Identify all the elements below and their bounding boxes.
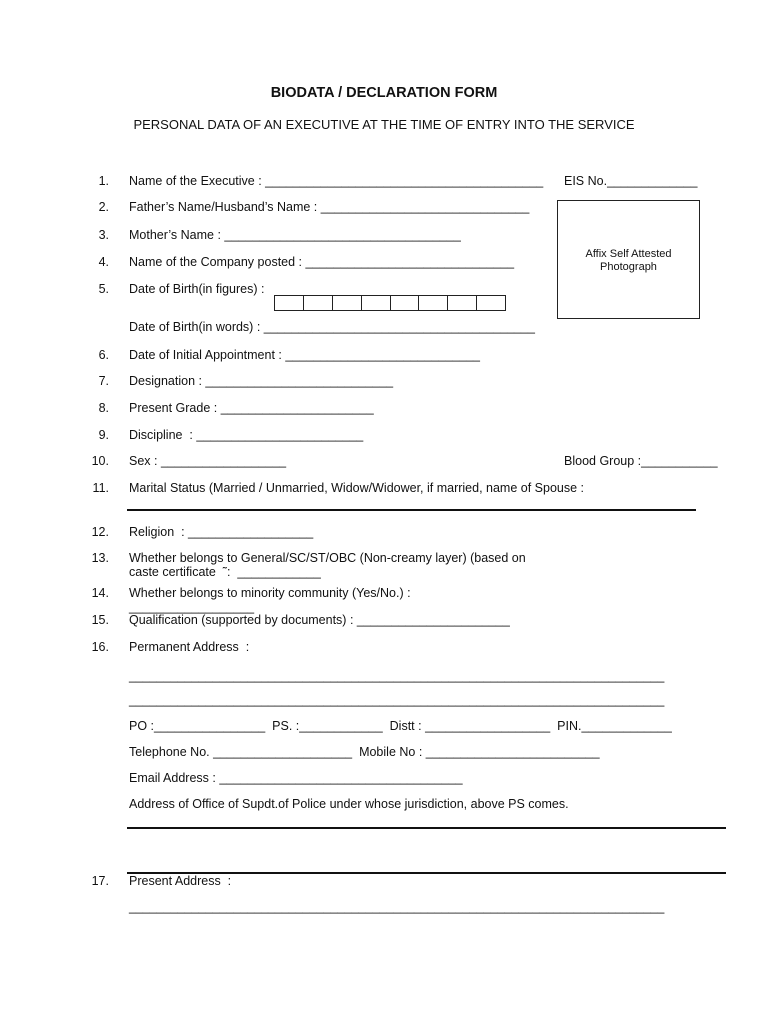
minority-field[interactable]: __________________	[129, 600, 255, 614]
company-field[interactable]: Name of the Company posted : ______________________________	[129, 255, 515, 269]
item-number: 17.	[91, 874, 109, 888]
dob-digit-box[interactable]	[333, 296, 362, 310]
dob-digit-box[interactable]	[275, 296, 304, 310]
item-number: 1.	[98, 174, 109, 188]
supdt-police-label: Address of Office of Supdt.of Police under whose jurisdiction, above PS comes.	[129, 797, 569, 811]
eis-no-field[interactable]: EIS No._____________	[564, 174, 698, 188]
item-number: 6.	[98, 348, 109, 362]
dob-digit-box[interactable]	[362, 296, 391, 310]
item-number: 5.	[98, 282, 109, 296]
item-number: 16.	[91, 640, 109, 654]
dob-digit-box[interactable]	[391, 296, 420, 310]
qualification-field[interactable]: Qualification (supported by documents) : ______________________	[129, 613, 510, 627]
dob-figures-boxes[interactable]	[274, 295, 506, 311]
item-number: 13.	[91, 551, 109, 565]
present-address-label: Present Address :	[129, 874, 232, 888]
item-number: 3.	[98, 228, 109, 242]
religion-field[interactable]: Religion : __________________	[129, 525, 314, 539]
dob-digit-box[interactable]	[304, 296, 333, 310]
category-field[interactable]: caste certificate ˜: ____________	[129, 565, 321, 579]
category-label: Whether belongs to General/SC/ST/OBC (Non-creamy layer) (based on	[129, 551, 526, 565]
permanent-address-line-2[interactable]: _____________________________________________________________________________	[129, 693, 665, 707]
present-address-line-1[interactable]: _____________________________________________________________________________	[129, 900, 665, 914]
po-ps-distt-pin-field[interactable]: PO :________________ PS. :____________ Distt : __________________ PIN._____________	[129, 719, 672, 733]
minority-label: Whether belongs to minority community (Yes/No.) :	[129, 586, 411, 600]
permanent-address-line-1[interactable]: _____________________________________________________________________________	[129, 669, 665, 683]
item-number: 8.	[98, 401, 109, 415]
item-number: 2.	[98, 200, 109, 214]
father-name-field[interactable]: Father’s Name/Husband’s Name : ______________________________	[129, 200, 530, 214]
dob-digit-box[interactable]	[448, 296, 477, 310]
mother-name-field[interactable]: Mother’s Name : __________________________________	[129, 228, 461, 242]
present-grade-field[interactable]: Present Grade : ______________________	[129, 401, 374, 415]
item-number: 14.	[91, 586, 109, 600]
discipline-field[interactable]: Discipline : ________________________	[129, 428, 364, 442]
executive-name-field[interactable]: Name of the Executive : ________________________________________	[129, 174, 544, 188]
designation-field[interactable]: Designation : ___________________________	[129, 374, 394, 388]
telephone-mobile-field[interactable]: Telephone No. ____________________ Mobile No : _________________________	[129, 745, 600, 759]
initial-appointment-field[interactable]: Date of Initial Appointment : ____________________________	[129, 348, 480, 362]
item-number: 4.	[98, 255, 109, 269]
blood-group-field[interactable]: Blood Group :___________	[564, 454, 718, 468]
dob-words-field[interactable]: Date of Birth(in words) : _______________________________________	[129, 320, 535, 334]
item-number: 10.	[91, 454, 109, 468]
item-number: 11.	[92, 481, 109, 495]
photo-box[interactable]	[557, 200, 700, 319]
sex-field[interactable]: Sex : __________________	[129, 454, 287, 468]
dob-digit-box[interactable]	[419, 296, 448, 310]
item-number: 7.	[98, 374, 109, 388]
photo-box-label: Affix Self Attested Photograph	[585, 248, 672, 273]
email-field[interactable]: Email Address : ___________________________________	[129, 771, 463, 785]
spouse-name-line[interactable]	[127, 509, 696, 511]
dob-figures-label: Date of Birth(in figures) :	[129, 282, 265, 296]
dob-digit-box[interactable]	[477, 296, 505, 310]
form-subtitle: PERSONAL DATA OF AN EXECUTIVE AT THE TIME OF ENTRY INTO THE SERVICE	[133, 117, 635, 132]
item-number: 15.	[91, 613, 109, 627]
permanent-address-label: Permanent Address :	[129, 640, 250, 654]
form-title: BIODATA / DECLARATION FORM	[270, 85, 498, 101]
marital-status-label: Marital Status (Married / Unmarried, Widow/Widower, if married, name of Spouse :	[129, 481, 585, 495]
item-number: 12.	[91, 525, 109, 539]
supdt-police-address-line-1[interactable]	[127, 827, 726, 829]
item-number: 9.	[98, 428, 109, 442]
